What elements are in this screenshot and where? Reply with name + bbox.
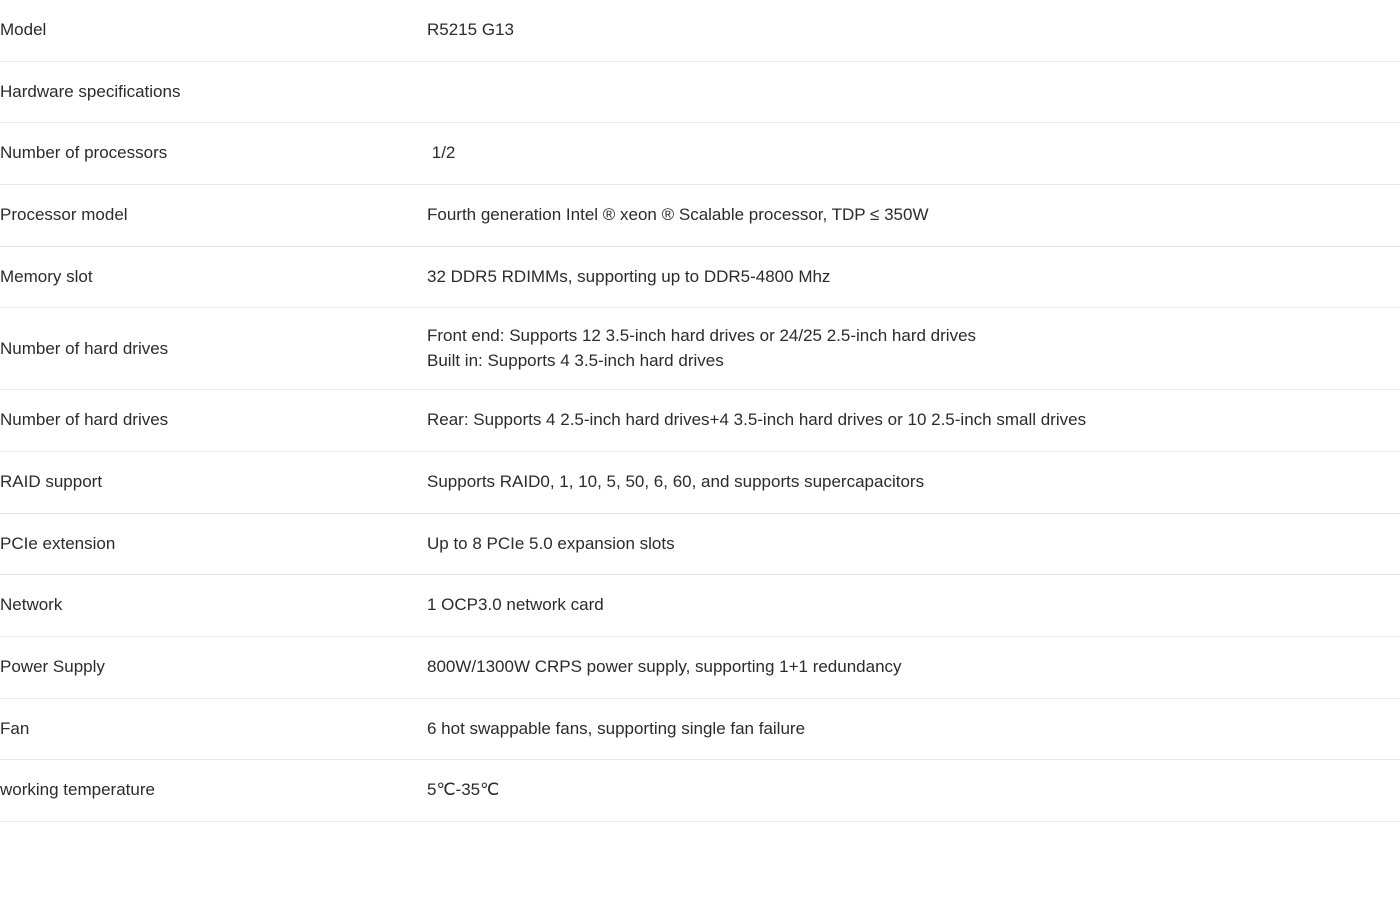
spec-value-line [427, 91, 1400, 92]
spec-label: Hardware specifications [0, 81, 181, 101]
spec-value-line: Supports RAID0, 1, 10, 5, 50, 6, 60, and supports supercapacitors [427, 472, 925, 492]
spec-label: Fan [0, 718, 30, 738]
spec-value-line: 1/2 [427, 143, 456, 163]
spec-value [427, 184, 1400, 246]
spec-label: PCIe extension [0, 533, 116, 553]
table-row [0, 513, 1400, 575]
spec-value-line: Up to 8 PCIe 5.0 expansion slots [427, 533, 675, 553]
spec-label: Power Supply [0, 657, 105, 677]
spec-value [427, 308, 1400, 390]
spec-label: working temperature [0, 780, 155, 800]
spec-value [427, 698, 1400, 760]
spec-value-line: Fourth generation Intel ® xeon ® Scalable processor, TDP ≤ 350W [427, 204, 929, 224]
spec-value-line: 5℃-35℃ [427, 780, 500, 800]
table-row [0, 246, 1400, 308]
spec-value [427, 0, 1400, 61]
table-row [0, 123, 1400, 185]
table-row [0, 760, 1400, 822]
spec-value-line: Rear: Supports 4 2.5-inch hard drives+4 3.5-inch hard drives or 10 2.5-inch small drives [427, 410, 1087, 430]
spec-value-line: Front end: Supports 12 3.5-inch hard drives or 24/25 2.5-inch hard drives [427, 326, 977, 346]
table-row [0, 698, 1400, 760]
spec-value-line: R5215 G13 [427, 20, 514, 39]
spec-value-line: Built in: Supports 4 3.5-inch hard drives [427, 350, 724, 370]
spec-value [427, 760, 1400, 822]
spec-value [427, 452, 1400, 514]
spec-label: Memory slot [0, 266, 93, 286]
spec-value-line: 32 DDR5 RDIMMs, supporting up to DDR5-4800 Mhz [427, 266, 831, 286]
spec-label: Number of hard drives [0, 338, 169, 358]
spec-label: Number of hard drives [0, 410, 169, 430]
table-row [0, 637, 1400, 699]
spec-value-line: 800W/1300W CRPS power supply, supporting 1+1 redundancy [427, 657, 902, 677]
spec-value [427, 513, 1400, 575]
spec-label: Processor model [0, 204, 128, 224]
table-row [0, 61, 1400, 123]
table-row [0, 390, 1400, 452]
spec-value [427, 637, 1400, 699]
table-row [0, 575, 1400, 637]
spec-value-line: 6 hot swappable fans, supporting single fan failure [427, 718, 806, 738]
spec-value [427, 61, 1400, 123]
spec-label: Network [0, 595, 63, 615]
table-row [0, 0, 1400, 61]
spec-value [427, 390, 1400, 452]
spec-value [427, 123, 1400, 185]
spec-value-line: 1 OCP3.0 network card [427, 595, 604, 615]
spec-label: Number of processors [0, 143, 168, 163]
spec-label: RAID support [0, 472, 103, 492]
spec-label: Model [0, 20, 47, 39]
spec-value [427, 246, 1400, 308]
table-row [0, 452, 1400, 514]
spec-value [427, 575, 1400, 637]
table-row [0, 308, 1400, 390]
table-row [0, 184, 1400, 246]
